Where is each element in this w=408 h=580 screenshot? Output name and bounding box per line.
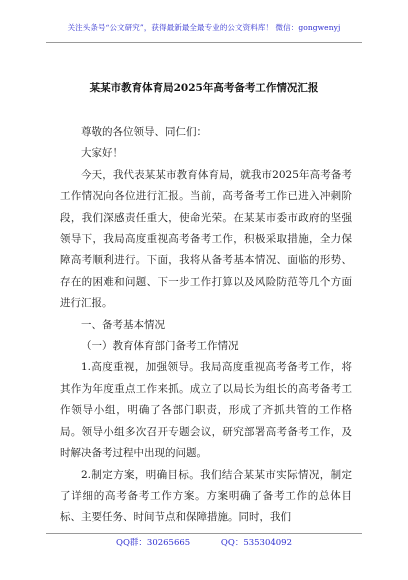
salutation: 尊敬的各位领导、同仁们：: [81, 126, 207, 138]
section-heading: 一、备考基本情况: [81, 318, 165, 331]
footer-qq: QQ：535304092: [220, 538, 292, 548]
footer-divider: [46, 533, 362, 534]
body-paragraph: 1.高度重视，加强领导。我局高度重视高考备考工作，将其作为年度重点工作来抓。成立了以局长为组长的高考备考工作领导小组，明确了各部门职责，形成了齐抓共管的工作格局。领导小组多次召开专题会议，研究部署高考备考工作，及时解决备考过程中出现的问题。: [60, 361, 352, 460]
subsection-heading: （一）教育体育部门备考工作情况: [81, 340, 239, 353]
body-paragraph: 2.制定方案，明确目标。我们结合某某市实际情况，制定了详细的高考备考工作方案。方案明确了备考工作的总体目标、主要任务、时间节点和保障措施。同时，我们: [60, 468, 352, 524]
body-paragraph: 今天，我代表某某市教育体育局，就我市2025年高考备考工作情况向各位进行汇报。当前，高考备考工作已进入冲刺阶段，我们深感责任重大，使命光荣。在某某市委市政府的坚强领导下，我局高度重视高考备考工作，积极采取措施，全力保障高考顺利进行。下面，我将从备考基本情况、面临的形势、存在的困难和问题、下一步工作打算以及风险防范等几个方面进行汇报。: [60, 168, 352, 310]
page-header: 关注头条号“公文研究”，获得最新最全最专业的公文资料库！ 微信：gongwenyj: [67, 23, 341, 32]
footer-qq-group: QQ群：30265665: [115, 538, 191, 548]
greeting: 大家好！: [81, 147, 123, 160]
document-body: [60, 118, 352, 529]
header-divider: [46, 42, 362, 43]
document-title: 某某市教育体育局2025年高考备考工作情况汇报: [89, 82, 319, 94]
page-footer: [0, 536, 408, 548]
